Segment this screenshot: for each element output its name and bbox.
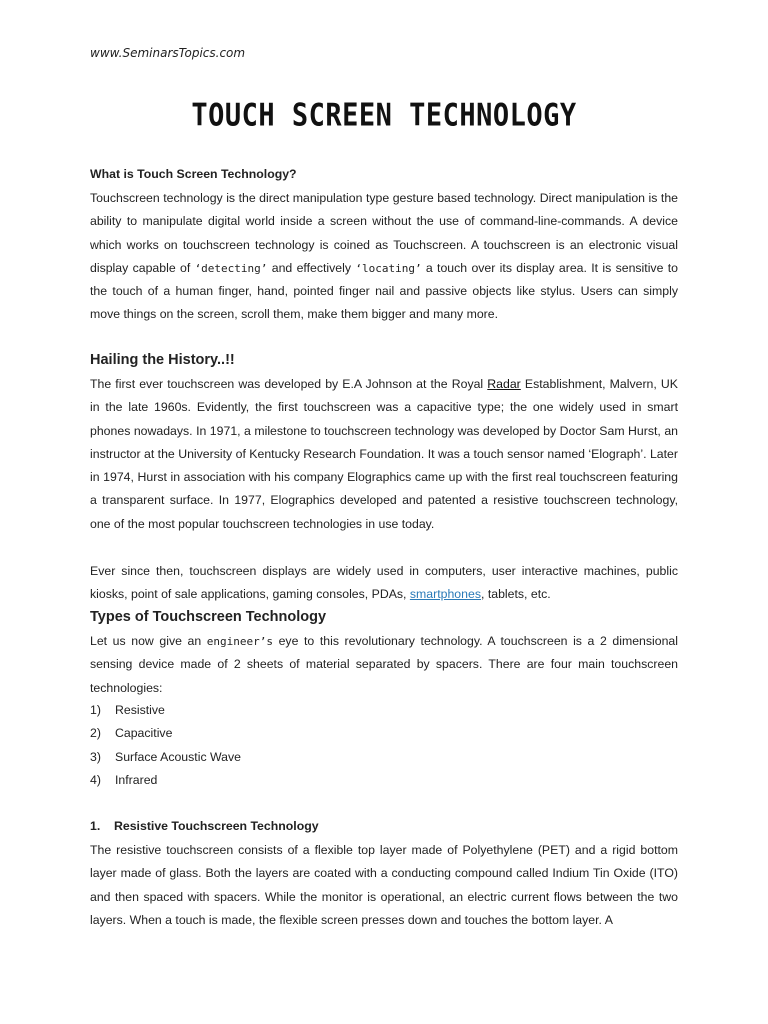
list-item-number: 1) — [90, 703, 101, 717]
site-url: www.SeminarsTopics.com — [90, 46, 246, 60]
intro-heading: What is Touch Screen Technology? — [90, 167, 297, 181]
technology-list — [90, 699, 241, 792]
list-item — [90, 746, 241, 769]
resistive-paragraph: The resistive touchscreen consists of a flexible top layer made of Polyethylene (PET) and a rigid bottom layer made of glass. Both the layers are coated with a conducting compound called Indium Tin Oxide (ITO) and then spaced with spacers. While the monitor is operational, an electric current flows between the two layers. When a touch is made, the flexible screen presses down and touches the bottom layer. A — [90, 843, 678, 927]
radar-link[interactable]: Radar — [487, 377, 521, 391]
locating-term: ‘locating’ — [355, 261, 422, 275]
resistive-heading-label: Resistive Touchscreen Technology — [114, 819, 319, 833]
list-item — [90, 722, 241, 745]
intro-text-3: a touch over its display area. It is sensitive to the touch of a human finger, hand, pointed finger nail and passive objects like stylus. Users can simply move things on the screen, scroll them, make them bigger and many more. — [90, 260, 678, 322]
list-item — [90, 769, 241, 792]
types-text-1a: Let us now give an — [90, 634, 207, 648]
history-heading: Hailing the History..!! — [90, 352, 235, 368]
list-item — [90, 699, 241, 722]
intro-text-2: and effectively — [267, 260, 356, 275]
history-text-1b: Establishment, Malvern, UK in the late 1960s. Evidently, the first touchscreen was a capacitive type; the one widely used in smart phones nowadays. In 1971, a milestone to touchscreen technology was developed by Doctor Sam Hurst, an instructor at the University of Kentucky Research Foundation. It was a touch sensor named ‘Elograph’. Later in 1974, Hurst in association with his company Elographics came up with the first real touchscreen featuring a transparent surface. In 1977, Elographics developed and patented a resistive touchscreen technology, one of the most popular touchscreen technologies in use today. — [90, 377, 678, 531]
list-item-label: Resistive — [115, 703, 165, 717]
types-text-1b: eye to this revolutionary technology. A touchscreen is a 2 dimensional sensing device made of 2 sheets of material separated by spacers. There are four main touchscreen technologies: — [90, 634, 678, 695]
resistive-heading-number: 1. — [90, 819, 101, 833]
smartphones-link[interactable]: smartphones — [409, 587, 481, 602]
types-heading: Types of Touchscreen Technology — [90, 609, 327, 625]
engineer-term: engineer’s — [206, 635, 274, 648]
intro-paragraph — [90, 187, 678, 327]
list-item-number: 3) — [90, 749, 101, 764]
history-text-1a: The first ever touchscreen was developed by E.A Johnson at the Royal — [90, 377, 488, 391]
page-title: TOUCH SCREEN TECHNOLOGY — [191, 97, 577, 134]
resistive-heading — [90, 819, 319, 833]
list-item-number: 4) — [90, 772, 101, 787]
history-paragraph-2 — [90, 560, 678, 607]
history-text-2b: , tablets, etc. — [480, 587, 551, 602]
list-item-label: Infrared — [115, 772, 158, 787]
list-item-label: Surface Acoustic Wave — [115, 749, 241, 764]
history-text-2a: Ever since then, touchscreen displays are widely used in computers, user interactive machines, public kiosks, point of sale applications, gaming consoles, PDAs, — [90, 564, 678, 602]
list-item-number: 2) — [90, 726, 101, 741]
types-paragraph — [90, 630, 678, 700]
history-paragraph-1 — [90, 373, 678, 536]
detecting-term: ‘detecting’ — [194, 261, 268, 275]
list-item-label: Capacitive — [115, 726, 173, 741]
intro-text-1: Touchscreen technology is the direct manipulation type gesture based technology. Direct manipulation is the ability to manipulate digital world inside a screen without the use of command-line-commands. A device which works on touchscreen technology is coined as Touchscreen. A touchscreen is an electronic visual display capable of — [90, 191, 678, 275]
